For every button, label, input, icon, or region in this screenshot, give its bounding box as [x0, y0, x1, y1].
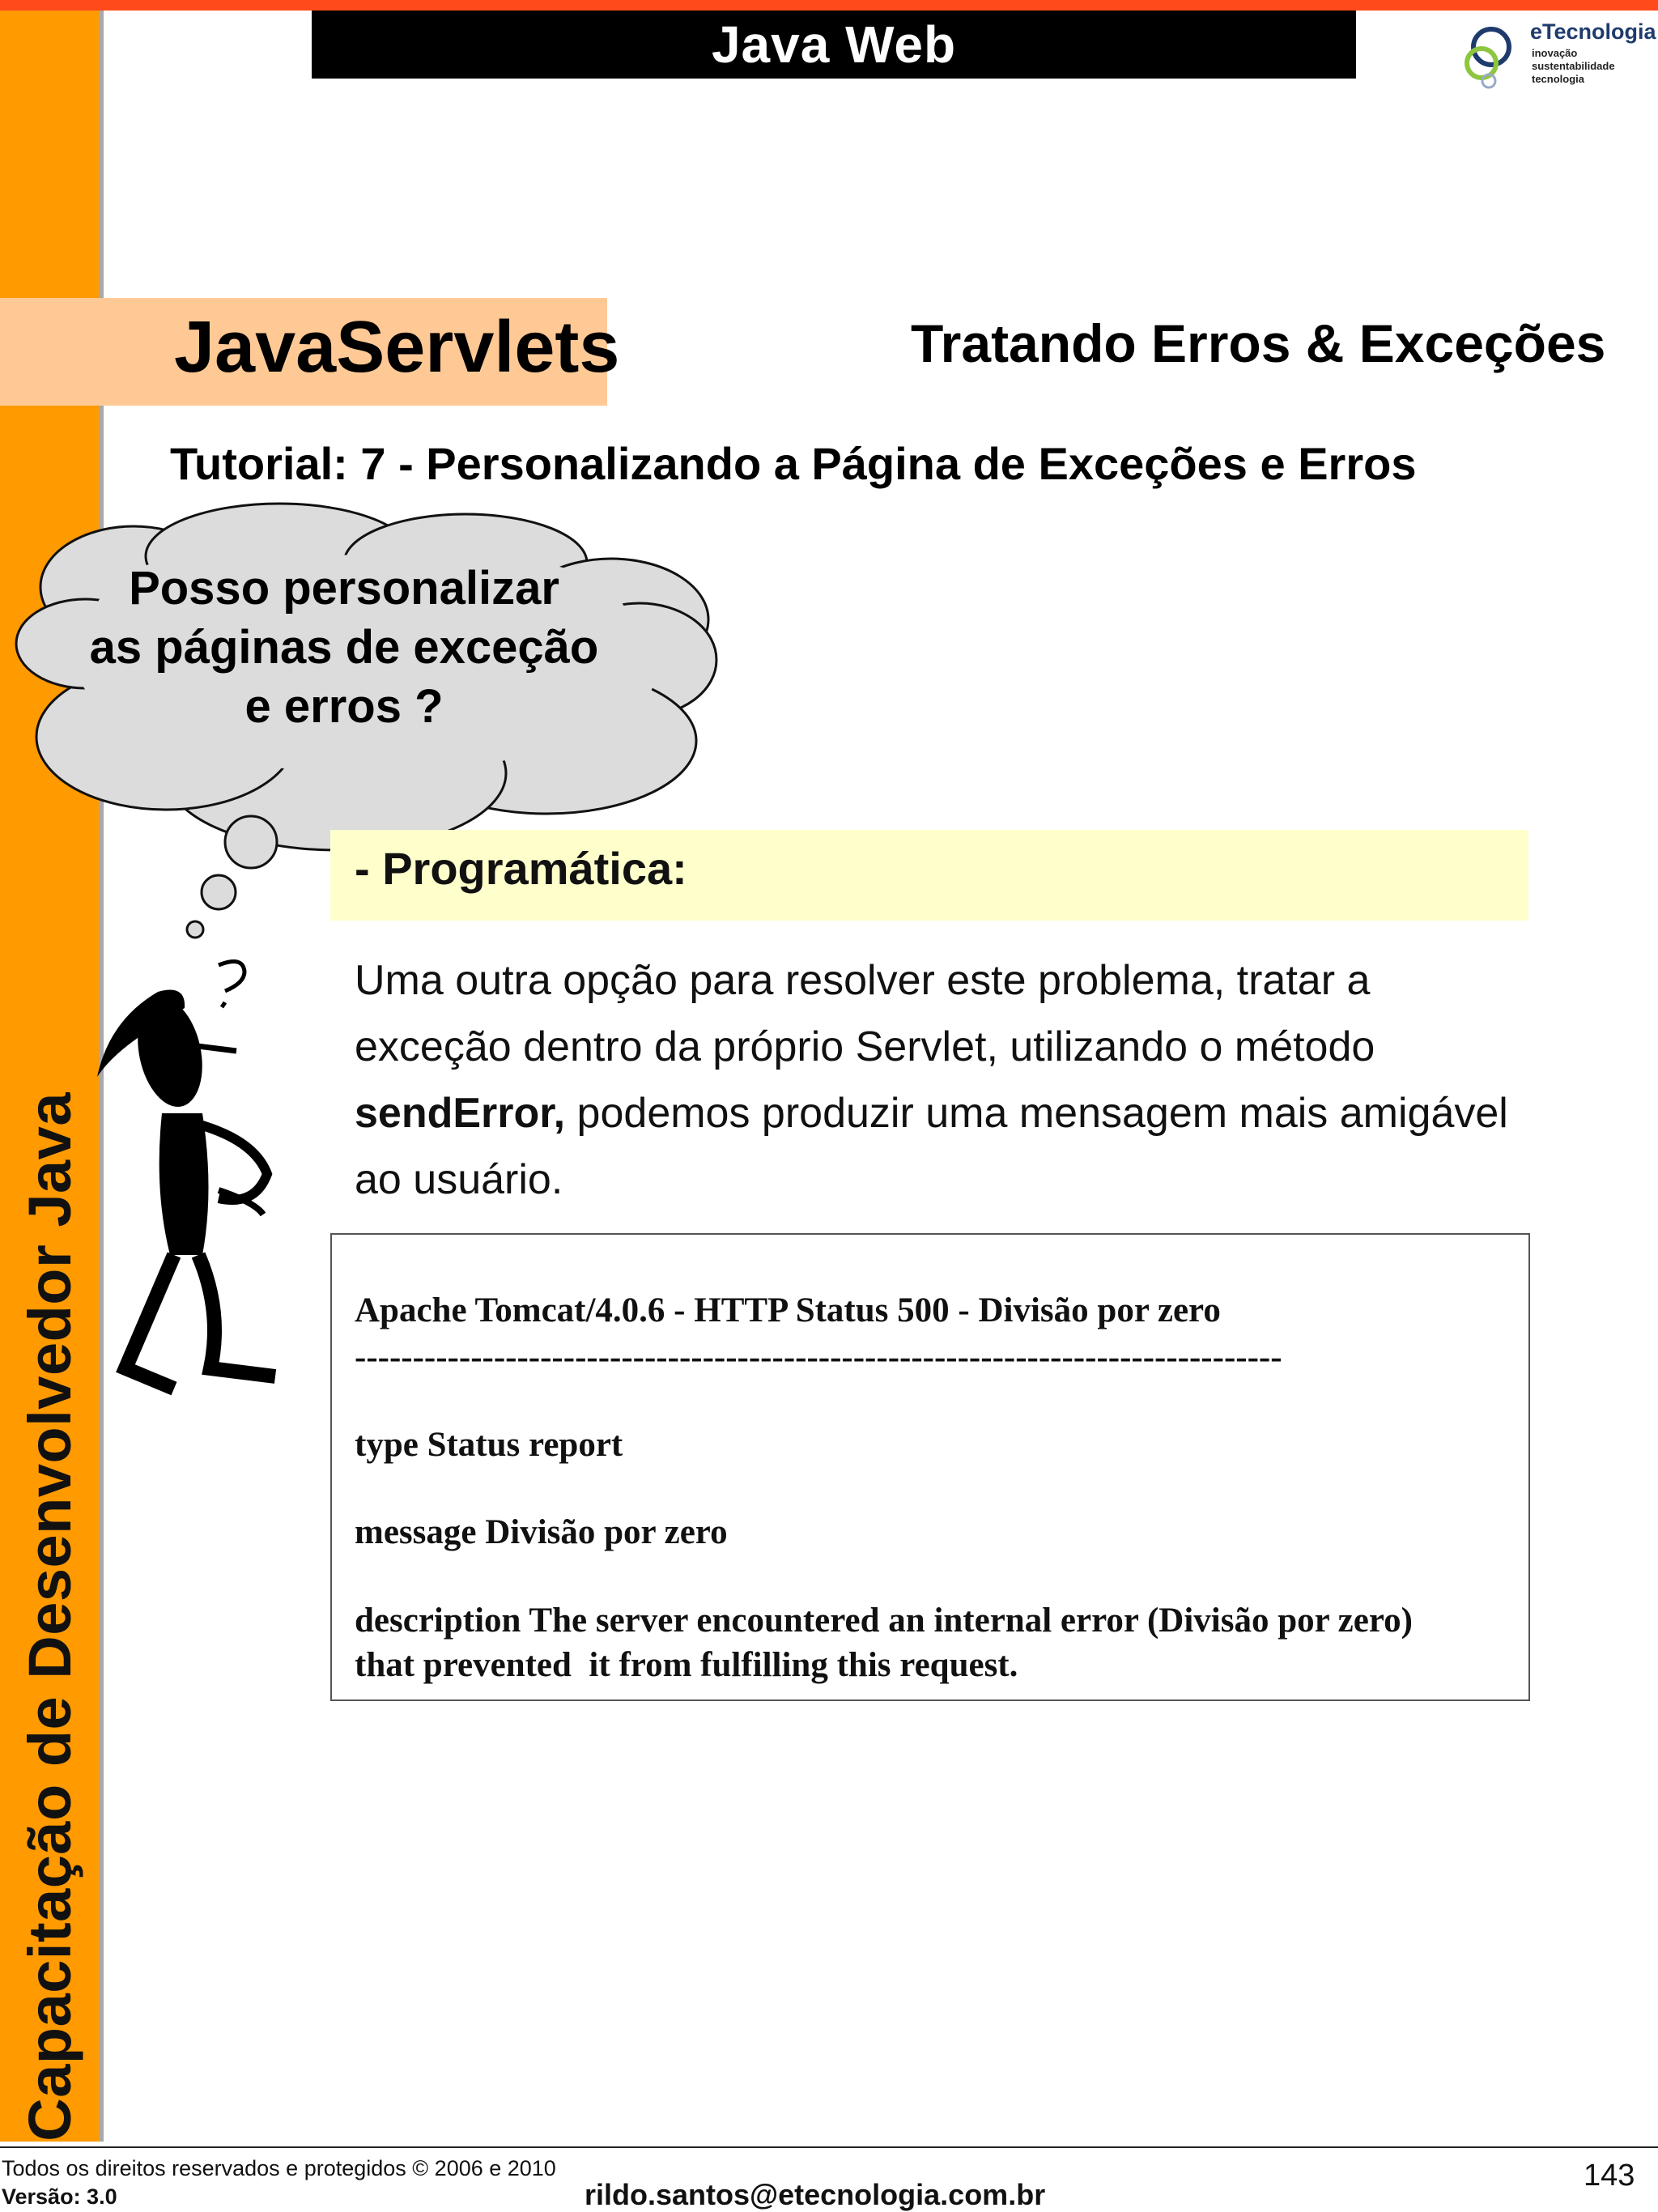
error-description-line: that prevented it from fulfilling this request. [355, 1646, 1018, 1684]
sidebar-label: Capacitação de Desenvolvedor Java [15, 1092, 83, 2142]
error-separator: -------------------------------------------------------------------------------- [355, 1338, 1282, 1376]
error-heading: Apache Tomcat/4.0.6 - HTTP Status 500 - Divisão por zero [355, 1291, 1221, 1329]
body-paragraph [355, 947, 1520, 1213]
footer-divider [0, 2146, 1658, 2148]
error-type-line: type Status report [355, 1426, 623, 1464]
paragraph-method: sendError, [355, 1090, 566, 1137]
thought-line: e erros ? [244, 680, 444, 733]
slide-title: JavaServlets [174, 307, 620, 388]
logo-tag: tecnologia [1532, 73, 1585, 85]
logo-tag: inovação [1532, 47, 1578, 59]
error-message-line: message Divisão por zero [355, 1513, 728, 1551]
thought-line: Posso personalizar [129, 562, 559, 615]
paragraph-text: podemos produzir uma mensagem mais amigável ao usuário. [355, 1090, 1508, 1203]
footer-copyright: Todos os direitos reservados e protegidos © 2006 e 2010 [2, 2156, 556, 2180]
section-label: - Programática: [355, 843, 687, 894]
footer-email: rildo.santos@etecnologia.com.br [585, 2178, 1046, 2211]
thinking-stick-figure-icon [81, 947, 324, 1409]
tutorial-heading: Tutorial: 7 - Personalizando a Página de Exceções e Erros [170, 438, 1417, 489]
header-bar [312, 11, 1356, 79]
logo-name: eTecnologia [1530, 19, 1656, 44]
slide-subtitle: Tratando Erros & Exceções [911, 313, 1606, 373]
thought-line: as páginas de exceção [89, 621, 599, 674]
page-number: 143 [1584, 2159, 1635, 2193]
paragraph-text: Uma outra opção para resolver este problema, tratar a exceção dentro da próprio Servlet, utilizando o método [355, 957, 1375, 1070]
top-accent-stripe [0, 0, 1658, 11]
course-title: Java Web [711, 15, 957, 74]
error-description-line: description The server encountered an internal error (Divisão por zero) [355, 1602, 1413, 1640]
footer-version: Versão: 3.0 [2, 2184, 117, 2209]
thought-text [57, 559, 631, 736]
logo-tag: sustentabilidade [1532, 60, 1615, 72]
